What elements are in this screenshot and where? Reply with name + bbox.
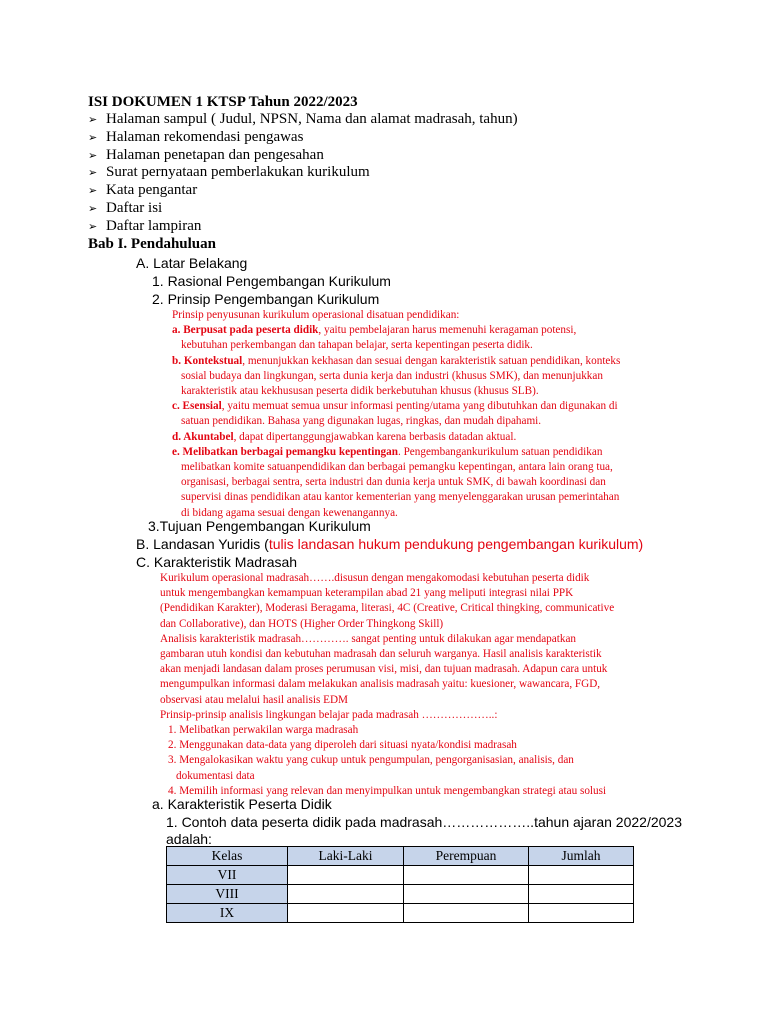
table-cell[interactable] xyxy=(529,904,634,923)
column-header-jumlah: Jumlah xyxy=(529,847,634,866)
column-header-kelas: Kelas xyxy=(167,847,288,866)
list-item: ➢ Kata pengantar xyxy=(88,182,198,199)
section-b-heading: B. Landasan Yuridis (tulis landasan hukum pendukung pengembangan kurikulum) xyxy=(136,536,644,552)
table-row xyxy=(167,904,634,923)
prinsip-item: e. Melibatkan berbagai pemangku kepentingan. Pengembangankurikulum satuan pendidikan melibatkan komite satuanpendidikan dan berbagai pemangku kepentingan, antara lain orang tua, organisasi, berbagai sentra, serta industri dan dunia kerja untuk SMK, di bawah koordinasi dan supervisi dinas pendidikan atau kantor kementerian yang menyelenggarakan urusan pemerintahan di bidang agama sesuai dengan kewenangannya. xyxy=(172,445,620,519)
cover-items-list xyxy=(88,111,518,236)
list-item: ➢ Halaman sampul ( Judul, NPSN, Nama dan alamat madrasah, tahun) xyxy=(88,111,518,127)
arrow-bullet-icon: ➢ xyxy=(88,130,98,144)
list-item: 1. Melibatkan perwakilan warga madrasah xyxy=(168,724,359,737)
subsection-rasional: 1. Rasional Pengembangan Kurikulum xyxy=(152,273,391,289)
list-item: 2. Menggunakan data-data yang diperoleh dari situasi nyata/kondisi madrasah xyxy=(168,739,517,752)
prinsip-item: a. Berpusat pada peserta didik, yaitu pembelajaran harus memenuhi keragaman potensi, kebutuhan perkembangan dan tahapan belajar, serta kepentingan peserta didik. xyxy=(172,324,577,352)
contoh-data-line-2: adalah: xyxy=(166,831,212,847)
column-header-perempuan: Perempuan xyxy=(404,847,529,866)
table-cell[interactable] xyxy=(288,866,404,885)
table-row xyxy=(167,866,634,885)
table-cell[interactable] xyxy=(288,885,404,904)
chapter-heading: Bab I. Pendahuluan xyxy=(88,236,216,252)
analisis-principles-list xyxy=(160,723,735,799)
table-cell[interactable] xyxy=(404,885,529,904)
table-cell[interactable] xyxy=(288,904,404,923)
subsection-tujuan: 3.Tujuan Pengembangan Kurikulum xyxy=(148,518,371,534)
list-item: ➢ Halaman rekomendasi pengawas xyxy=(88,128,304,145)
arrow-bullet-icon: ➢ xyxy=(88,184,98,198)
subsection-peserta-didik: a. Karakteristik Peserta Didik xyxy=(152,796,332,812)
contoh-data-line: 1. Contoh data peserta didik pada madrasah………………..tahun ajaran 2022/2023 xyxy=(166,814,682,830)
arrow-bullet-icon: ➢ xyxy=(88,113,98,126)
document-title: ISI DOKUMEN 1 KTSP Tahun 2022/2023 xyxy=(88,94,358,110)
section-c-heading: C. Karakteristik Madrasah xyxy=(136,554,298,570)
list-item: ➢ Daftar isi xyxy=(88,199,163,216)
list-item: 4. Memilih informasi yang relevan dan menyimpulkan untuk mengembangkan strategi atau solusi xyxy=(168,784,607,797)
prinsip-block xyxy=(172,308,732,521)
table-cell[interactable] xyxy=(529,866,634,885)
arrow-bullet-icon: ➢ xyxy=(88,219,98,233)
student-data-table xyxy=(166,846,634,923)
karakteristik-block: Kurikulum operasional madrasah…….disusun dengan mengakomodasi kebutuhan peserta didik untuk mengembangkan kemampuan keterampilan abad 21 yang meliputi integrasi nilai PPK (Pendidikan Karakter), Moderasi Beragama, literasi, 4C (Creative, Critical thingking, communicative dan Collaborative), dan HOTS (Higher Order Thingkong Skill) Analisis karakteristik madrasah…………. sangat penting untuk dilakukan agar mendapatkan gambaran utuh kondisi dan kebutuhan madrasah dan seluruh warganya. Hasil analisis karakteristik akan menjadi landasan dalam proses perumusan visi, misi, dan tujuan madrasah. Adapun cara untuk mengumpulkan informasi dalam melakukan analisis madrasah yaitu: kuesioner, wawancara, FGD, observasi atau melalui hasil analisis EDM Prinsip-prinsip analisis lingkungan belajar pada madrasah ………………..: 1. Melibatkan perwakilan warga madrasah 2. Menggunakan data-data yang diperoleh dari situasi nyata/kondisi madrasah 3. Mengalokasikan waktu yang cukup untuk pengumpulan, pengorganisasian, analisis, dan dokumentasi data 4. Memilih informasi yang relevan dan menyimpulkan untuk mengembangkan strategi atau solusi xyxy=(160,571,735,799)
table-header-row xyxy=(167,847,634,866)
arrow-bullet-icon: ➢ xyxy=(88,148,98,162)
arrow-bullet-icon: ➢ xyxy=(88,166,98,180)
prinsip-item: b. Kontekstual, menunjukkan kekhasan dan sesuai dengan karakteristik satuan pendidikan, konteks sosial budaya dan lingkungan, serta dunia kerja dan industri (khusus SMK), dan menunjukkan karakteristik atau kekhususan peserta didik berkebutuhan khusus (khusus SLB). xyxy=(172,354,621,398)
table-row xyxy=(167,885,634,904)
table-cell[interactable] xyxy=(404,904,529,923)
table-cell[interactable] xyxy=(404,866,529,885)
table-cell-kelas: VIII xyxy=(167,885,288,904)
list-item: ➢ Halaman penetapan dan pengesahan xyxy=(88,146,324,163)
list-item: ➢ Daftar lampiran xyxy=(88,217,202,234)
table-cell-kelas: VII xyxy=(167,866,288,885)
table-cell-kelas: IX xyxy=(167,904,288,923)
section-a-heading: A. Latar Belakang xyxy=(136,255,248,271)
column-header-laki-laki: Laki-Laki xyxy=(288,847,404,866)
subsection-prinsip: 2. Prinsip Pengembangan Kurikulum xyxy=(152,291,380,307)
prinsip-intro: Prinsip penyusunan kurikulum operasional disatuan pendidikan: xyxy=(172,309,460,321)
prinsip-item: d. Akuntabel, dapat dipertanggungjawabkan karena berbasis datadan aktual. xyxy=(172,430,517,443)
analisis-principles-intro: Prinsip-prinsip analisis lingkungan belajar pada madrasah ………………..: xyxy=(160,708,498,721)
table-cell[interactable] xyxy=(529,885,634,904)
list-item: 3. Mengalokasikan waktu yang cukup untuk pengumpulan, pengorganisasian, analisis, dan dokumentasi data xyxy=(168,754,574,782)
prinsip-item: c. Esensial, yaitu memuat semua unsur informasi penting/utama yang dibutuhkan dan digunakan di satuan pendidikan. Bahasa yang digunakan lugas, ringkas, dan mudah dipahami. xyxy=(172,400,618,428)
arrow-bullet-icon: ➢ xyxy=(88,201,98,215)
list-item: ➢ Surat pernyataan pemberlakukan kurikulum xyxy=(88,164,370,181)
